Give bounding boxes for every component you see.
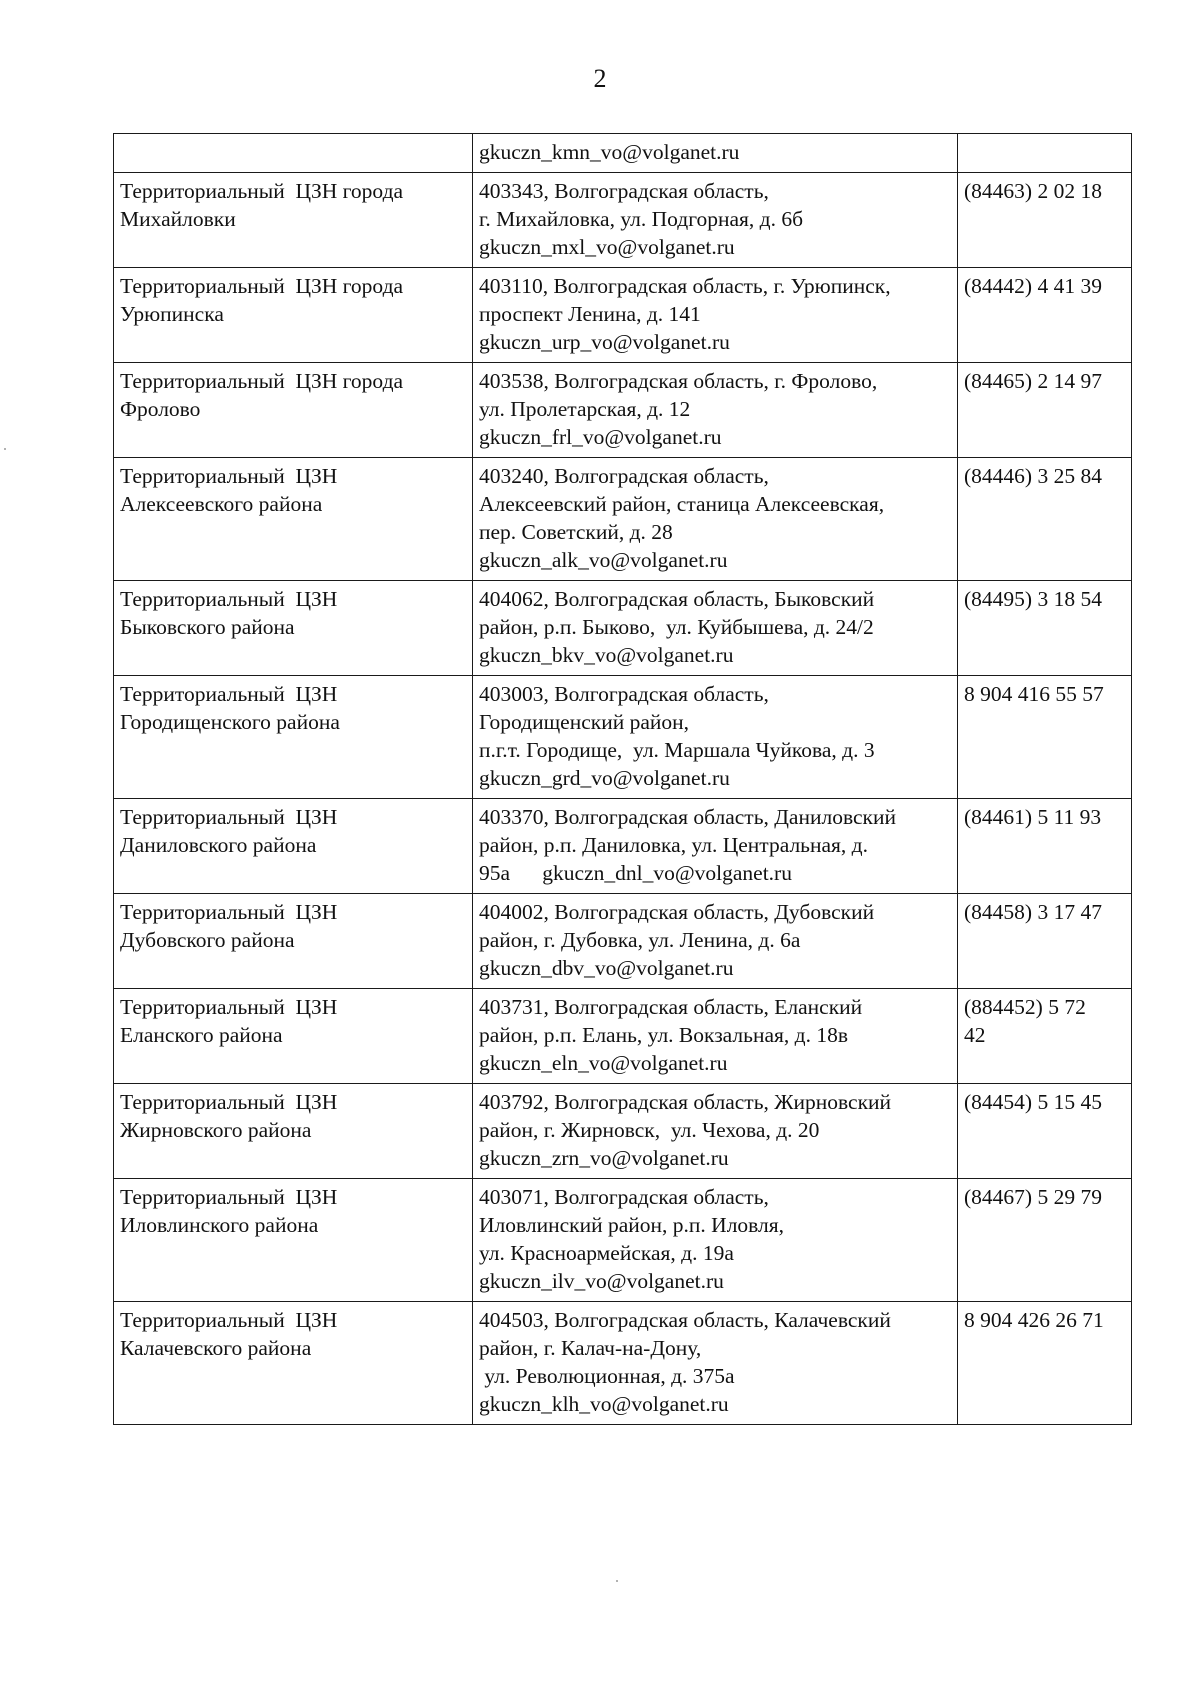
center-name-cell: [114, 173, 473, 268]
table-row: [114, 458, 1132, 581]
cell-text: Городищенский район,: [479, 710, 690, 734]
email-text: gkuczn_ilv_vo@volganet.ru: [479, 1269, 724, 1293]
email-text: gkuczn_urp_vo@volganet.ru: [479, 330, 730, 354]
email-text: gkuczn_frl_vo@volganet.ru: [479, 425, 722, 449]
table-row: [114, 268, 1132, 363]
center-name-cell: [114, 676, 473, 799]
phone-number: 8 904 426 26 71: [964, 1308, 1104, 1332]
email-text: gkuczn_zrn_vo@volganet.ru: [479, 1146, 729, 1170]
cell-text: Алексеевский район, станица Алексеевская,: [479, 492, 885, 516]
phone-cell: [958, 363, 1132, 458]
address-cell: [473, 1179, 958, 1302]
table-row: [114, 1179, 1132, 1302]
email-text: gkuczn_klh_vo@volganet.ru: [479, 1392, 729, 1416]
cell-text: 403731, Волгоградская область, Еланский: [479, 995, 863, 1019]
phone-number: (84463) 2 02 18: [964, 179, 1102, 203]
table-row: [114, 173, 1132, 268]
cell-text: проспект Ленина, д. 141: [479, 302, 701, 326]
table-row: [114, 799, 1132, 894]
cell-text: Михайловки: [120, 207, 236, 231]
cell-text: Территориальный ЦЗН: [120, 464, 338, 488]
cell-text: район, г. Жирновск, ул. Чехова, д. 20: [479, 1118, 820, 1142]
phone-number: (84467) 5 29 79: [964, 1185, 1102, 1209]
phone-cell: [958, 458, 1132, 581]
table-row: [114, 363, 1132, 458]
phone-number: (84458) 3 17 47: [964, 900, 1102, 924]
email-text: 95а gkuczn_dnl_vo@volganet.ru: [479, 861, 792, 885]
cell-text: п.г.т. Городище, ул. Маршала Чуйкова, д. 3: [479, 738, 875, 762]
address-cell: [473, 581, 958, 676]
address-cell: [473, 894, 958, 989]
phone-cell: [958, 134, 1132, 173]
cell-text: Алексеевского района: [120, 492, 323, 516]
table-row: [114, 581, 1132, 676]
table-row: [114, 894, 1132, 989]
cell-text: Еланского района: [120, 1023, 283, 1047]
center-name-cell: [114, 799, 473, 894]
phone-cell: [958, 894, 1132, 989]
address-cell: [473, 134, 958, 173]
cell-text: район, р.п. Даниловка, ул. Центральная, д.: [479, 833, 868, 857]
phone-cell: [958, 1302, 1132, 1425]
center-name-cell: [114, 1302, 473, 1425]
email-text: gkuczn_bkv_vo@volganet.ru: [479, 643, 734, 667]
center-name-cell: [114, 581, 473, 676]
address-cell: [473, 799, 958, 894]
cell-text: Жирновского района: [120, 1118, 312, 1142]
cell-text: Территориальный ЦЗН города: [120, 369, 404, 393]
cell-text: Территориальный ЦЗН города: [120, 274, 404, 298]
phone-number: 42: [964, 1023, 986, 1047]
cell-text: 404062, Волгоградская область, Быковский: [479, 587, 875, 611]
cell-text: Территориальный ЦЗН: [120, 682, 338, 706]
center-name-cell: [114, 989, 473, 1084]
phone-cell: [958, 1084, 1132, 1179]
cell-text: ул. Пролетарская, д. 12: [479, 397, 691, 421]
table-body: [114, 134, 1132, 1425]
phone-number: (84495) 3 18 54: [964, 587, 1102, 611]
cell-text: 403343, Волгоградская область,: [479, 179, 769, 203]
cell-text: Территориальный ЦЗН: [120, 587, 338, 611]
cell-text: Фролово: [120, 397, 201, 421]
scan-speck: [4, 448, 6, 450]
cell-text: 404002, Волгоградская область, Дубовский: [479, 900, 875, 924]
employment-centers-table: [113, 133, 1132, 1425]
phone-number: (884452) 5 72: [964, 995, 1086, 1019]
phone-cell: [958, 268, 1132, 363]
email-text: gkuczn_eln_vo@volganet.ru: [479, 1051, 728, 1075]
cell-text: Калачевского района: [120, 1336, 312, 1360]
phone-cell: [958, 581, 1132, 676]
cell-text: Городищенского района: [120, 710, 340, 734]
phone-number: (84442) 4 41 39: [964, 274, 1102, 298]
center-name-cell: [114, 1179, 473, 1302]
cell-text: Территориальный ЦЗН: [120, 1308, 338, 1332]
page-number: 2: [593, 64, 607, 93]
phone-cell: [958, 989, 1132, 1084]
address-cell: [473, 173, 958, 268]
cell-text: 403538, Волгоградская область, г. Фролово,: [479, 369, 878, 393]
cell-text: 403792, Волгоградская область, Жирновский: [479, 1090, 892, 1114]
phone-number: (84446) 3 25 84: [964, 464, 1102, 488]
email-text: gkuczn_grd_vo@volganet.ru: [479, 766, 730, 790]
cell-text: 403071, Волгоградская область,: [479, 1185, 769, 1209]
cell-text: 403240, Волгоградская область,: [479, 464, 769, 488]
phone-number: 8 904 416 55 57: [964, 682, 1104, 706]
cell-text: район, р.п. Быково, ул. Куйбышева, д. 24/2: [479, 615, 874, 639]
address-cell: [473, 676, 958, 799]
address-cell: [473, 989, 958, 1084]
cell-text: Территориальный ЦЗН: [120, 995, 338, 1019]
scan-speck: [616, 1580, 618, 1582]
address-cell: [473, 268, 958, 363]
cell-text: Урюпинска: [120, 302, 224, 326]
table-row: [114, 989, 1132, 1084]
center-name-cell: [114, 134, 473, 173]
center-name-cell: [114, 363, 473, 458]
table-row: [114, 134, 1132, 173]
address-cell: [473, 1302, 958, 1425]
address-cell: [473, 458, 958, 581]
email-text: gkuczn_alk_vo@volganet.ru: [479, 548, 728, 572]
cell-text: ул. Красноармейская, д. 19а: [479, 1241, 734, 1265]
cell-text: район, г. Дубовка, ул. Ленина, д. 6а: [479, 928, 801, 952]
cell-text: Территориальный ЦЗН города: [120, 179, 404, 203]
cell-text: 403370, Волгоградская область, Даниловский: [479, 805, 896, 829]
table-row: [114, 1084, 1132, 1179]
table-row: [114, 676, 1132, 799]
center-name-cell: [114, 1084, 473, 1179]
phone-number: (84461) 5 11 93: [964, 805, 1102, 829]
cell-text: г. Михайловка, ул. Подгорная, д. 6б: [479, 207, 804, 231]
table-row: [114, 1302, 1132, 1425]
phone-cell: [958, 1179, 1132, 1302]
phone-cell: [958, 799, 1132, 894]
cell-text: Территориальный ЦЗН: [120, 1090, 338, 1114]
cell-text: пер. Советский, д. 28: [479, 520, 673, 544]
phone-number: (84454) 5 15 45: [964, 1090, 1102, 1114]
address-cell: [473, 1084, 958, 1179]
cell-text: Дубовского района: [120, 928, 295, 952]
center-name-cell: [114, 894, 473, 989]
cell-text: район, г. Калач-на-Дону,: [479, 1336, 702, 1360]
cell-text: Территориальный ЦЗН: [120, 805, 338, 829]
cell-text: Иловлинский район, р.п. Иловля,: [479, 1213, 785, 1237]
phone-cell: [958, 676, 1132, 799]
address-cell: [473, 363, 958, 458]
center-name-cell: [114, 458, 473, 581]
email-text: gkuczn_dbv_vo@volganet.ru: [479, 956, 734, 980]
center-name-cell: [114, 268, 473, 363]
email-text: gkuczn_kmn_vo@volganet.ru: [479, 140, 740, 164]
cell-text: Территориальный ЦЗН: [120, 1185, 338, 1209]
cell-text: Даниловского района: [120, 833, 317, 857]
cell-text: 403003, Волгоградская область,: [479, 682, 769, 706]
cell-text: 403110, Волгоградская область, г. Урюпинск,: [479, 274, 891, 298]
phone-number: (84465) 2 14 97: [964, 369, 1102, 393]
email-text: gkuczn_mxl_vo@volganet.ru: [479, 235, 735, 259]
phone-number: [964, 138, 1126, 166]
cell-text: ул. Революционная, д. 375а: [479, 1364, 735, 1388]
cell-text: Быковского района: [120, 615, 295, 639]
cell-text: 404503, Волгоградская область, Калачевский: [479, 1308, 891, 1332]
phone-cell: [958, 173, 1132, 268]
cell-text: [120, 138, 467, 166]
cell-text: район, р.п. Елань, ул. Вокзальная, д. 18в: [479, 1023, 848, 1047]
cell-text: Территориальный ЦЗН: [120, 900, 338, 924]
cell-text: Иловлинского района: [120, 1213, 319, 1237]
